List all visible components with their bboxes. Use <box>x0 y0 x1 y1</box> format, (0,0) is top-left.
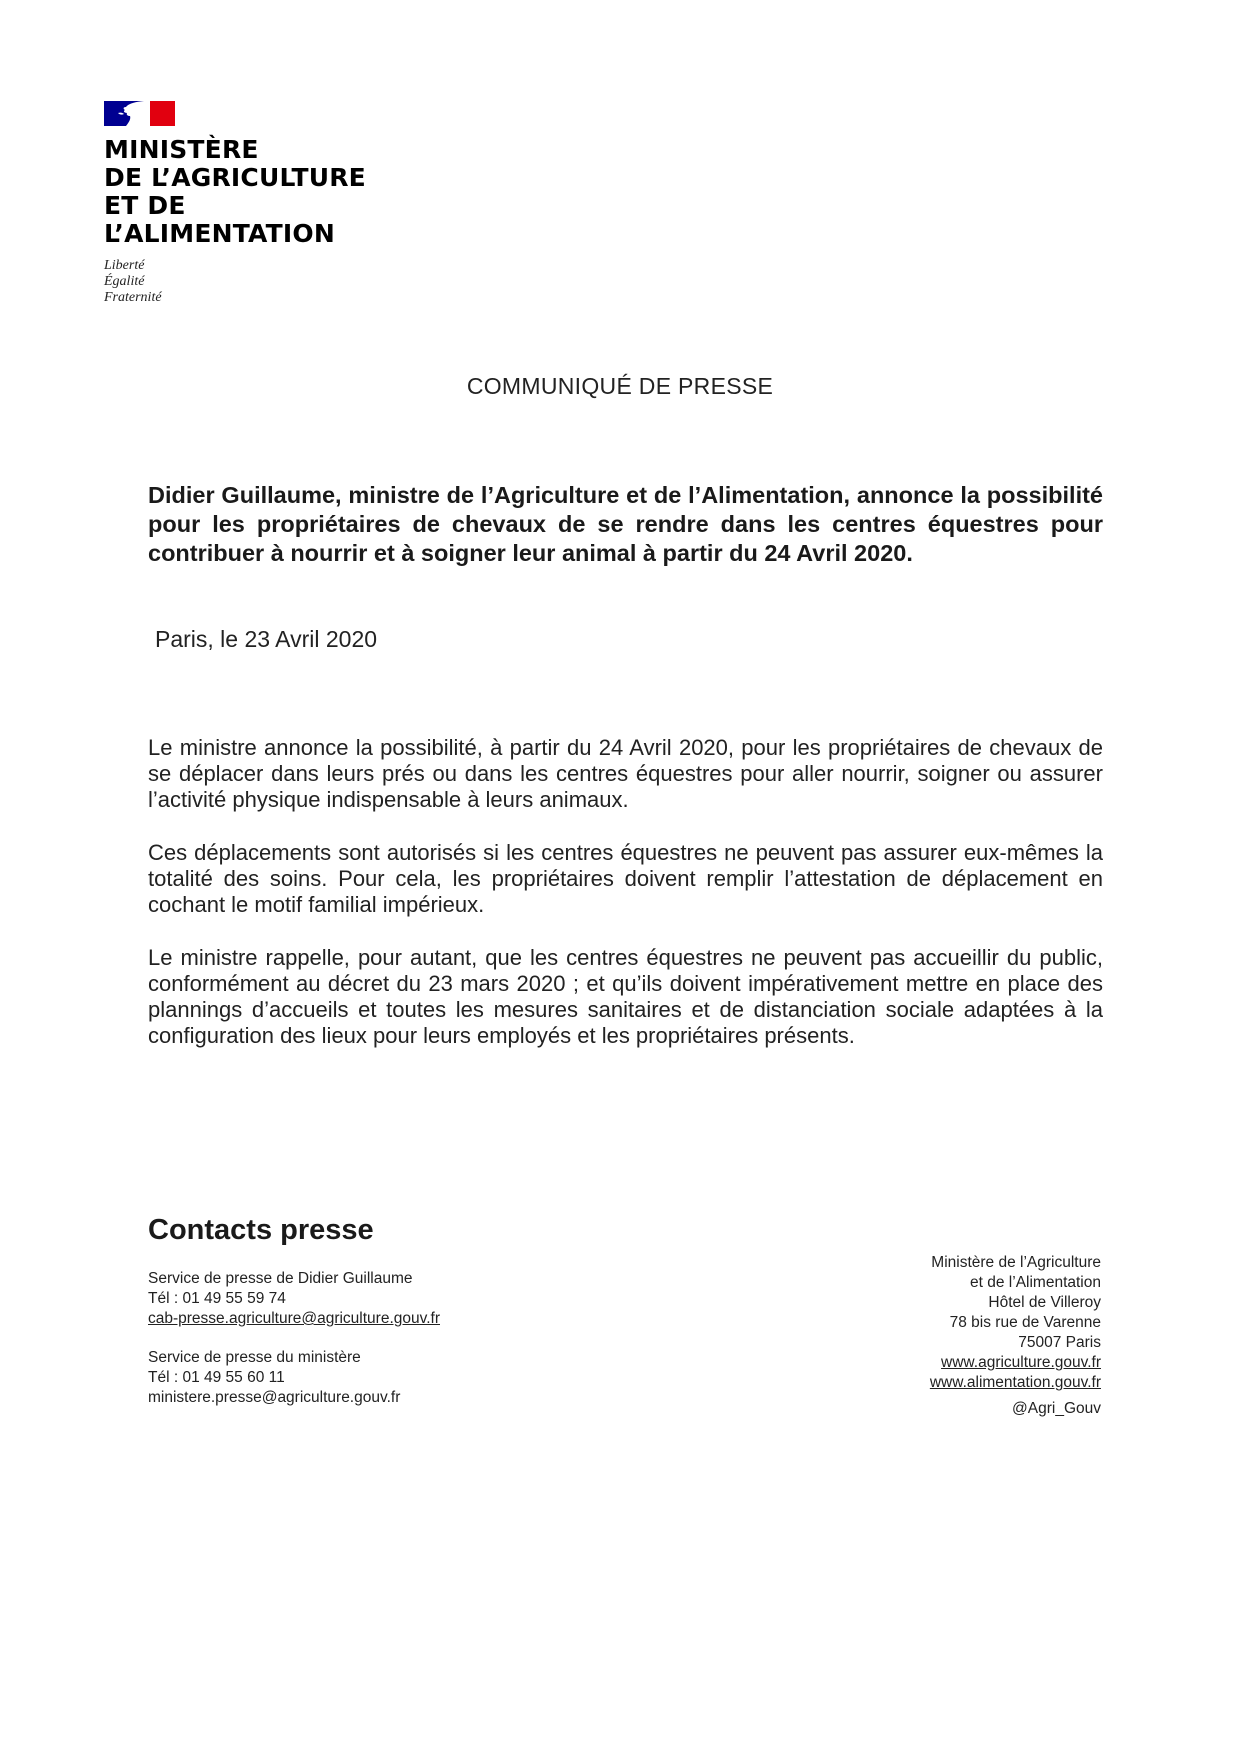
contact-email-link[interactable]: cab-presse.agriculture@agriculture.gouv.fr <box>148 1310 440 1327</box>
body-paragraph: Le ministre annonce la possibilité, à partir du 24 Avril 2020, pour les propriétaires de chevaux de se déplacer dans leurs prés ou dans les centres équestres pour aller nourrir, soigner ou assurer l’activité physique indispensable à leurs animaux. <box>148 735 1103 812</box>
address-line: Ministère de l’Agriculture <box>931 1254 1101 1271</box>
ministry-name-line: ET DE L’ALIMENTATION <box>104 191 335 248</box>
address-line: 78 bis rue de Varenne <box>949 1314 1101 1331</box>
press-headline: Didier Guillaume, ministre de l’Agriculture et de l’Alimentation, annonce la possibilité pour les propriétaires de chevaux de se rendre dans les centres équestres pour contribuer à nourrir et à soigner leur animal à partir du 24 Avril 2020. <box>148 482 1103 566</box>
contact-phone: Tél : 01 49 55 60 11 <box>148 1369 285 1386</box>
document-type: COMMUNIQUÉ DE PRESSE <box>466 373 774 399</box>
flag-red-band <box>150 101 175 126</box>
ministry-address <box>930 1253 1101 1419</box>
address-line: et de l’Alimentation <box>970 1274 1101 1291</box>
contact-email[interactable]: ministere.presse@agriculture.gouv.fr <box>148 1389 401 1406</box>
motto-line: Liberté <box>104 258 145 273</box>
press-contacts <box>148 1269 440 1427</box>
contact-block <box>148 1269 440 1329</box>
website-link-agriculture[interactable]: www.agriculture.gouv.fr <box>941 1354 1101 1371</box>
dateline: Paris, le 23 Avril 2020 <box>155 626 378 652</box>
motto-line: Fraternité <box>104 290 162 305</box>
contact-block <box>148 1348 440 1408</box>
ministry-name-line: MINISTÈRE <box>104 135 259 164</box>
marianne-silhouette-icon <box>104 101 144 126</box>
contact-name: Service de presse du ministère <box>148 1349 361 1366</box>
website-link-alimentation[interactable]: www.alimentation.gouv.fr <box>929 1374 1101 1391</box>
contacts-title: Contacts presse <box>148 1214 374 1246</box>
republic-motto <box>104 258 424 306</box>
flag-blue-band <box>104 101 144 126</box>
ministry-logo <box>104 101 424 306</box>
address-line: Hôtel de Villeroy <box>988 1294 1101 1311</box>
contact-phone: Tél : 01 49 55 59 74 <box>148 1290 286 1307</box>
address-line: 75007 Paris <box>1018 1334 1101 1351</box>
ministry-name <box>104 136 424 248</box>
republic-flag-icon <box>104 101 175 126</box>
motto-line: Égalité <box>104 274 145 289</box>
press-body <box>148 735 1103 1076</box>
contact-name: Service de presse de Didier Guillaume <box>148 1270 413 1287</box>
body-paragraph: Le ministre rappelle, pour autant, que les centres équestres ne peuvent pas accueillir du public, conformément au décret du 23 mars 2020 ; et qu’ils doivent impérativement mettre en place des plannings d’accueils et toutes les mesures sanitaires et de distanciation sociale adaptées à la configuration des lieux pour leurs employés et les propriétaires présents. <box>148 945 1103 1048</box>
social-handle[interactable]: @Agri_Gouv <box>1012 1400 1101 1417</box>
body-paragraph: Ces déplacements sont autorisés si les centres équestres ne peuvent pas assurer eux-mêmes la totalité des soins. Pour cela, les propriétaires doivent remplir l’attestation de déplacement en cochant le motif familial impérieux. <box>148 840 1103 917</box>
ministry-name-line: DE L’AGRICULTURE <box>104 163 366 192</box>
